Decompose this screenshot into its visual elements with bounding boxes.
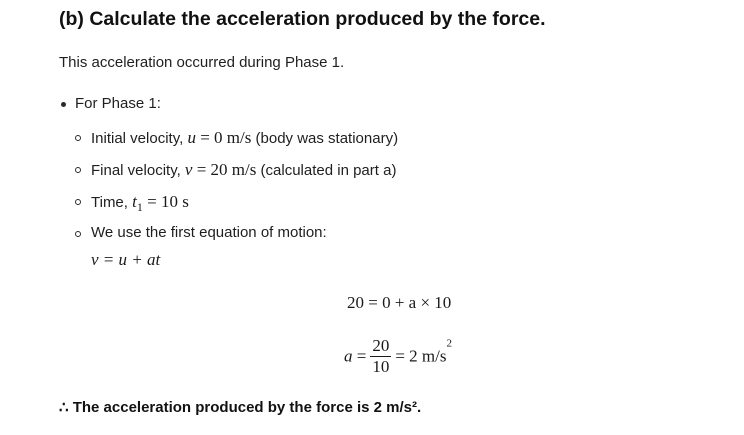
item-note: (body was stationary) bbox=[251, 130, 399, 147]
equation-substituted: 20 = 0 + a × 10 bbox=[347, 293, 452, 312]
fraction-numerator: 20 bbox=[372, 336, 390, 355]
solution-lhs: a = bbox=[344, 346, 367, 366]
list-item-equation-intro: We use the first equation of motion: bbox=[91, 224, 327, 241]
variable-t: t bbox=[132, 192, 137, 211]
item-value: = 10 s bbox=[142, 192, 189, 211]
page-heading: (b) Calculate the acceleration produced by the force. bbox=[59, 8, 546, 30]
sub-bullet-icon bbox=[75, 199, 81, 205]
solution-rhs: = 2 m/s bbox=[395, 346, 447, 366]
list-bullet-icon bbox=[61, 102, 66, 107]
list-item-time bbox=[91, 192, 189, 215]
conclusion-text: ∴ The acceleration produced by the force is 2 m/s². bbox=[59, 399, 422, 416]
item-label: Final velocity, bbox=[91, 162, 185, 179]
item-label: Initial velocity, bbox=[91, 130, 188, 147]
fraction-denominator: 10 bbox=[372, 357, 390, 376]
sub-bullet-icon bbox=[75, 167, 81, 173]
solution-fraction bbox=[370, 336, 391, 377]
list-item-initial-velocity bbox=[91, 128, 398, 148]
sub-bullet-icon bbox=[75, 135, 81, 141]
phase-label: For Phase 1: bbox=[75, 95, 161, 112]
item-label: Time, bbox=[91, 194, 133, 211]
sub-bullet-icon bbox=[75, 231, 81, 237]
item-value: = 0 m/s bbox=[195, 128, 252, 147]
variable-subscript: 1 bbox=[136, 200, 143, 214]
solution-exponent: 2 bbox=[446, 337, 452, 350]
item-value: = 20 m/s bbox=[192, 160, 257, 179]
item-note: (calculated in part a) bbox=[256, 162, 397, 179]
equation-of-motion: v = u + at bbox=[91, 250, 161, 269]
variable-u: u bbox=[187, 128, 196, 147]
list-item-final-velocity bbox=[91, 160, 396, 180]
equation-solution bbox=[344, 336, 452, 377]
intro-paragraph: This acceleration occurred during Phase 1. bbox=[59, 54, 345, 71]
variable-v: v bbox=[184, 160, 193, 179]
